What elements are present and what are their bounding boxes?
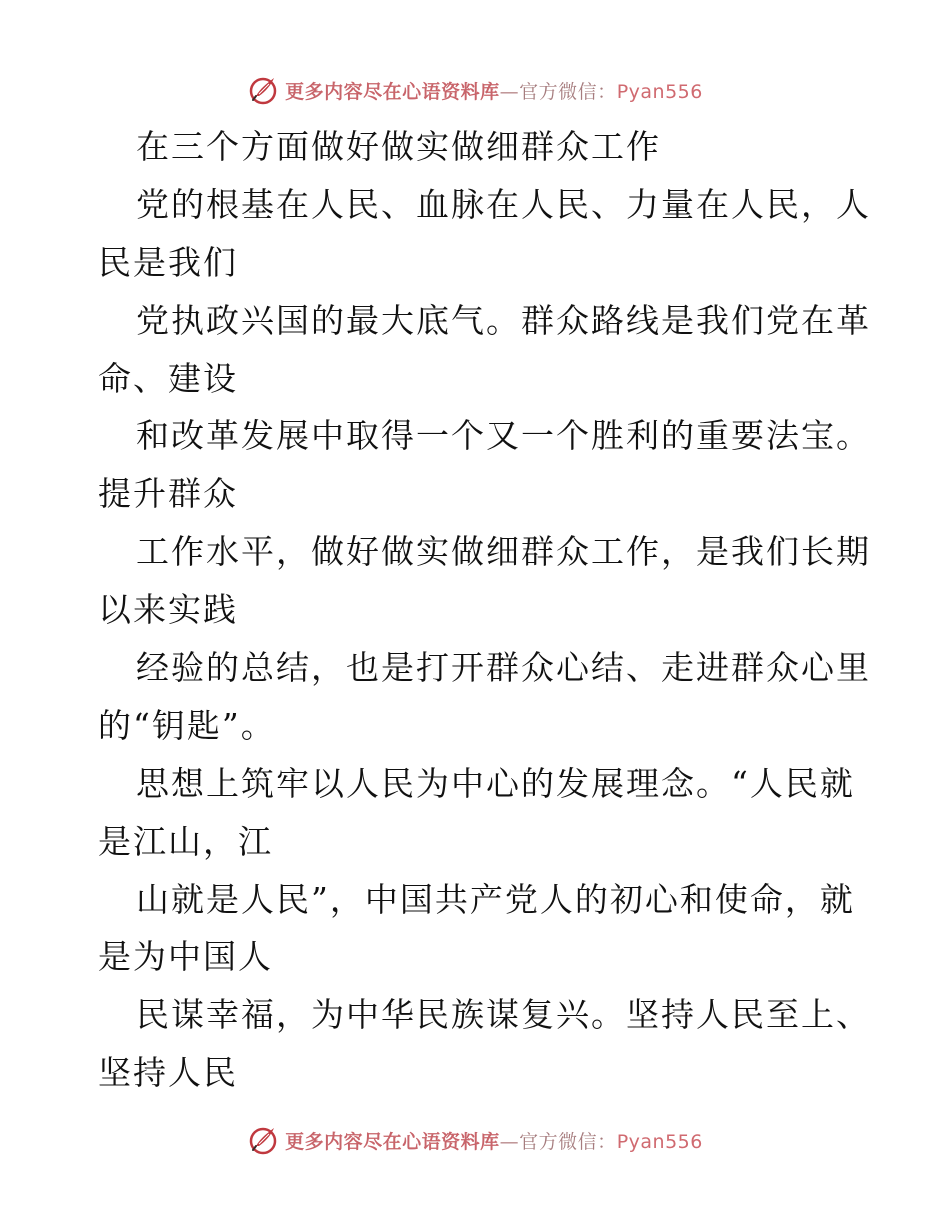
body-text-line: 命、建设 [98,358,238,398]
body-text-line: 党执政兴国的最大底气。群众路线是我们党在革 [136,300,871,340]
document-body [98,118,871,1102]
body-text-line: 是为中国人 [98,937,273,977]
body-text-line: 的“钥匙”。 [98,705,276,745]
footer-dash: — [499,1130,520,1153]
body-text-line: 民是我们 [98,242,238,282]
header-banner-text [285,77,703,104]
body-text-line: 在三个方面做好做实做细群众工作 [136,127,661,166]
header-wechat-label: 官方微信： [519,80,617,103]
header-wechat-id: Pyan556 [616,80,703,103]
body-text-line: 山就是人民”，中国共产党人的初心和使命，就 [136,879,855,919]
body-text-line: 提升群众 [98,474,238,514]
body-text-line: 以来实践 [98,590,238,630]
footer-banner-inner [247,1124,703,1156]
body-text-line: 民谋幸福，为中华民族谋复兴。坚持人民至上、 [136,995,871,1035]
quill-logo-icon [247,74,279,106]
body-text-line: 思想上筑牢以人民为中心的发展理念。“人民就 [136,763,855,803]
header-dash: — [499,80,520,103]
body-text-line: 和改革发展中取得一个又一个胜利的重要法宝。 [136,416,871,456]
quill-logo-icon [247,1124,279,1156]
header-banner-inner [247,74,703,106]
footer-banner [0,1120,950,1160]
body-text-line: 工作水平，做好做实做细群众工作，是我们长期 [136,532,871,572]
footer-brand: 更多内容尽在心语资料库 [285,1130,500,1153]
header-brand: 更多内容尽在心语资料库 [285,80,500,103]
body-text-line: 坚持人民 [98,1053,238,1093]
footer-wechat-id: Pyan556 [616,1130,703,1153]
footer-wechat-label: 官方微信： [519,1130,617,1153]
footer-banner-text [285,1127,703,1154]
body-text-line: 经验的总结，也是打开群众心结、走进群众心里 [136,648,871,688]
body-text-line: 是江山，江 [98,821,273,861]
body-text-line: 党的根基在人民、血脉在人民、力量在人民，人 [136,184,871,224]
header-banner [0,70,950,110]
